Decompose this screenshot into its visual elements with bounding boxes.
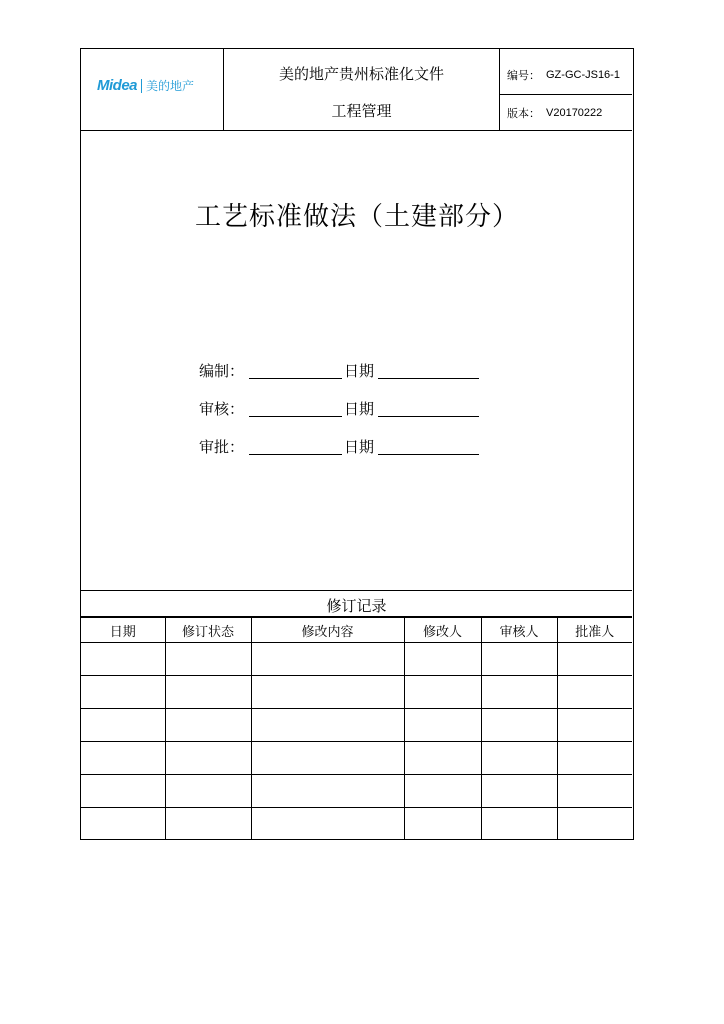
table-cell[interactable]: [557, 643, 632, 676]
table-cell[interactable]: [81, 676, 165, 709]
table-row: [81, 643, 632, 676]
table-cell[interactable]: [165, 742, 251, 775]
table-cell[interactable]: [481, 643, 557, 676]
table-row: [81, 775, 632, 808]
table-cell[interactable]: [251, 808, 404, 841]
document-header: [81, 49, 632, 131]
table-cell[interactable]: [165, 676, 251, 709]
table-cell[interactable]: [557, 808, 632, 841]
signature-line[interactable]: [249, 454, 342, 455]
revision-header-row: [81, 618, 632, 643]
revision-title-row: [81, 590, 632, 617]
logo-cell: [81, 49, 224, 130]
version-value: V20170222: [546, 106, 603, 119]
col-header-status: 修订状态: [165, 618, 251, 643]
midea-logo: [97, 77, 194, 94]
table-cell[interactable]: [81, 775, 165, 808]
table-cell[interactable]: [81, 742, 165, 775]
table-cell[interactable]: [481, 775, 557, 808]
revision-title: 修订记录: [326, 597, 387, 615]
date-line[interactable]: [378, 378, 479, 379]
col-header-content: 修改内容: [251, 618, 404, 643]
table-cell[interactable]: [404, 676, 481, 709]
table-cell[interactable]: [81, 643, 165, 676]
header-meta-cell: [500, 49, 632, 130]
revision-table: [81, 617, 632, 840]
table-cell[interactable]: [481, 676, 557, 709]
table-cell[interactable]: [251, 676, 404, 709]
department: 工程管理: [331, 102, 392, 120]
doc-series: 美的地产贵州标准化文件: [278, 65, 444, 83]
code-value: GZ-GC-JS16-1: [546, 68, 620, 81]
signoff-row-review: [199, 398, 499, 436]
signature-line[interactable]: [249, 416, 342, 417]
table-cell[interactable]: [557, 775, 632, 808]
table-cell[interactable]: [404, 709, 481, 742]
table-cell[interactable]: [165, 643, 251, 676]
table-cell[interactable]: [481, 709, 557, 742]
table-cell[interactable]: [481, 742, 557, 775]
logo-divider: [141, 79, 142, 93]
table-cell[interactable]: [251, 709, 404, 742]
col-header-date: 日期: [81, 618, 165, 643]
date-line[interactable]: [378, 454, 479, 455]
table-cell[interactable]: [251, 775, 404, 808]
col-header-modifier: 修改人: [404, 618, 481, 643]
date-line[interactable]: [378, 416, 479, 417]
table-row: [81, 808, 632, 841]
signoff-label: 审核：: [199, 400, 245, 418]
table-cell[interactable]: [81, 709, 165, 742]
table-cell[interactable]: [404, 808, 481, 841]
col-header-reviewer: 审核人: [481, 618, 557, 643]
table-cell[interactable]: [557, 742, 632, 775]
table-row: [81, 742, 632, 775]
signoff-block: [199, 360, 499, 474]
table-cell[interactable]: [251, 742, 404, 775]
table-cell[interactable]: [404, 775, 481, 808]
document-title: 工艺标准做法（土建部分）: [194, 202, 519, 232]
date-label: 日期: [344, 362, 375, 380]
version-row: [500, 95, 632, 130]
signoff-row-approve: [199, 436, 499, 474]
table-cell[interactable]: [557, 709, 632, 742]
table-cell[interactable]: [557, 676, 632, 709]
table-row: [81, 709, 632, 742]
table-cell[interactable]: [165, 709, 251, 742]
signoff-label: 编制：: [199, 362, 245, 380]
table-cell[interactable]: [404, 742, 481, 775]
header-title-cell: [224, 49, 500, 130]
date-label: 日期: [344, 438, 375, 456]
logo-chinese: 美的地产: [146, 79, 195, 93]
signoff-label: 审批：: [199, 438, 245, 456]
signoff-row-prepare: [199, 360, 499, 398]
code-label: 编号：: [507, 68, 540, 82]
date-label: 日期: [344, 400, 375, 418]
table-cell[interactable]: [251, 643, 404, 676]
table-cell[interactable]: [165, 775, 251, 808]
table-cell[interactable]: [81, 808, 165, 841]
table-cell[interactable]: [404, 643, 481, 676]
document-frame: [80, 48, 634, 840]
table-cell[interactable]: [481, 808, 557, 841]
signature-line[interactable]: [249, 378, 342, 379]
version-label: 版本：: [507, 106, 540, 120]
logo-wordmark: Midea: [97, 77, 138, 94]
doc-code-row: [500, 55, 632, 95]
col-header-approver: 批准人: [557, 618, 632, 643]
table-cell[interactable]: [165, 808, 251, 841]
table-row: [81, 676, 632, 709]
